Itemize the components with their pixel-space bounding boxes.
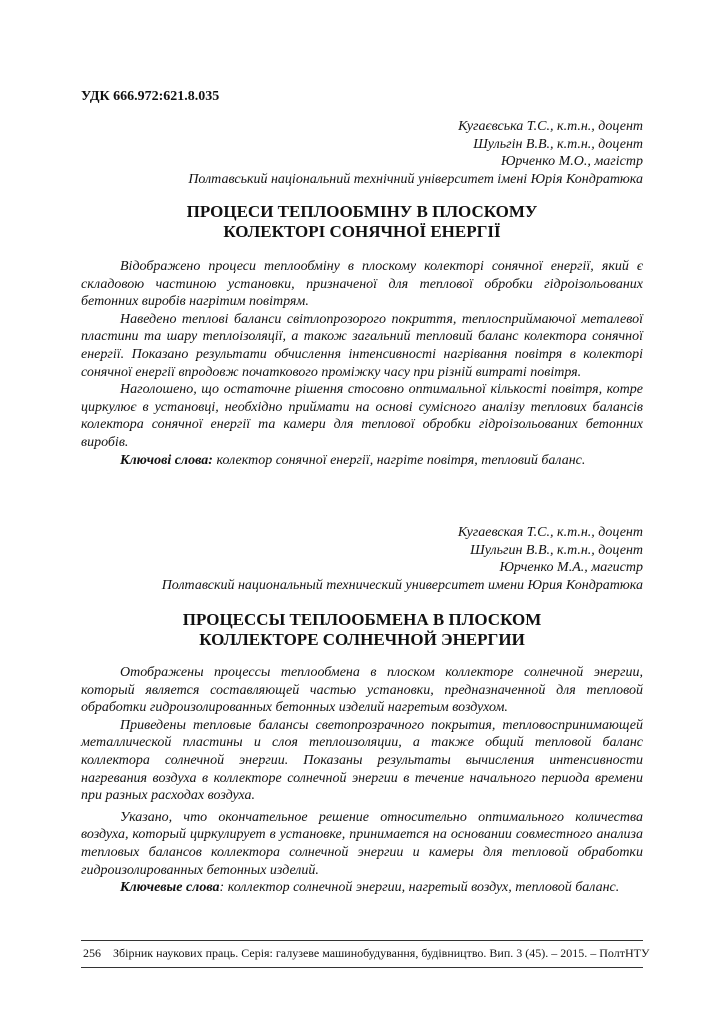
abstract-paragraph: Наведено теплові баланси світлопрозорого покриття, теплосприймаючої металевої пластини та шару теплоізоляції, а також загальний тепловий баланс колектора сонячної енергії. Показано результати обчислення інтенсивності нагрівання повітря в колекторі сонячної енергії впродовж початкового проміжку часу при різній витраті повітря.: [81, 311, 643, 380]
title-line: ПРОЦЕССЫ ТЕПЛООБМЕНА В ПЛОСКОМ: [182, 610, 542, 629]
abstract-paragraph: Отображены процессы теплообмена в плоском коллекторе солнечной энергии, который является составляющей частью установки, предназначенной для тепловой обработки гидроизолированных бетонных изделий нагретым воздухом.: [81, 665, 643, 716]
authors-block-ua: [188, 118, 643, 188]
keywords-text: колектор сонячної енергії, нагріте повітря, тепловий баланс.: [212, 452, 586, 468]
title-line: КОЛЛЕКТОРЕ СОЛНЕЧНОЙ ЭНЕРГИИ: [199, 630, 525, 649]
page-footer: [81, 940, 650, 968]
abstract-paragraph: Приведены тепловые балансы светопрозрачного покрытия, тепловоспринимающей металлической пластины и слоя теплоизоляции, а также общий тепловой баланс коллектора солнечной энергии. Показаны результаты вычисления интенсивности нагревания воздуха в коллекторе солнечной энергии в течение начального периода времени при разных расходах воздуха.: [81, 717, 643, 804]
abstract-ua: [81, 258, 643, 469]
journal-citation: Збірник наукових праць. Серія: галузеве машинобудування, будівництво. Вип. 3 (45). – 2015. – ПолтНТУ: [113, 946, 650, 960]
abstract-ru: [81, 664, 643, 897]
title-line: КОЛЕКТОРІ СОНЯЧНОЇ ЕНЕРГІЇ: [223, 222, 501, 241]
page-number: 256: [83, 946, 101, 960]
keywords-text: : коллектор солнечной энергии, нагретый воздух, тепловой баланс.: [219, 880, 620, 896]
article-title-ua: [81, 202, 643, 242]
author: Кугаєвська Т.С., к.т.н., доцент: [458, 119, 643, 134]
keywords-label: Ключевые слова: [120, 880, 220, 896]
abstract-paragraph: Указано, что окончательное решение относительно оптимального количества воздуха, который циркулирует в установке, принимается на основании совместного анализа тепловых балансов коллектора солнечной энергии и камеры для тепловой обработки гидроизолированных бетонных изделий.: [81, 809, 643, 878]
keywords-label: Ключові слова:: [120, 452, 213, 468]
udk-code: УДК 666.972:621.8.035: [81, 89, 220, 104]
author: Юрченко М.О., магістр: [500, 154, 643, 169]
authors-block-ru: [162, 524, 643, 594]
institution: Полтавський національний технічний університет імені Юрія Кондратюка: [188, 171, 643, 187]
title-line: ПРОЦЕСИ ТЕПЛООБМІНУ В ПЛОСКОМУ: [186, 202, 538, 221]
author: Шульгин В.В., к.т.н., доцент: [470, 542, 643, 558]
abstract-paragraph: Відображено процеси теплообміну в плоскому колекторі сонячної енергії, який є складовою частиною установки, призначеної для теплової обробки гідроізольованих бетонних виробів нагрітим повітрям.: [81, 259, 643, 310]
author: Кугаевская Т.С., к.т.н., доцент: [457, 525, 643, 540]
article-title-ru: [81, 610, 643, 650]
author: Шульгін В.В., к.т.н., доцент: [473, 136, 643, 152]
institution: Полтавский национальный технический университет имени Юрия Кондратюка: [161, 577, 643, 593]
keywords: [81, 452, 643, 470]
keywords: [81, 879, 643, 897]
abstract-paragraph: Наголошено, що остаточне рішення стосовно оптимальної кількості повітря, котре циркулює в установці, необхідно приймати на основі сумісного аналізу теплових балансів колектора сонячної енергії та камери для теплової обробки гідроізольованих бетонних виробів.: [81, 382, 643, 450]
author: Юрченко М.А., магистр: [499, 560, 643, 575]
